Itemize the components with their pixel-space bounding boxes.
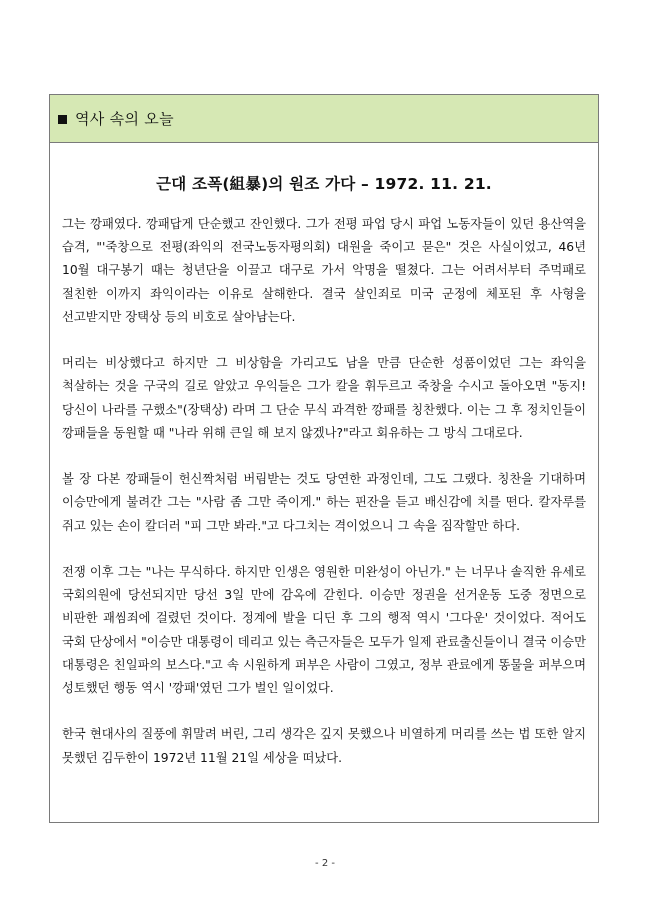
- section-label: 역사 속의 오늘: [75, 110, 174, 128]
- article-body: [50, 213, 598, 770]
- paragraph: 머리는 비상했다고 하지만 그 비상함을 가리고도 남을 만큼 단순한 성품이었던 그는 좌익을 척살하는 것을 구국의 길로 알았고 우익들은 그가 칼을 휘두르고 죽창을 수시고 돌아오면 "동지! 당신이 나라를 구했소"(장택상) 라며 그 단순 무식 과격한 깡패를 칭찬했다. 이는 그 후 정치인들이 깡패들을 동원할 때 "나라 위해 큰일 해 보지 않겠나?"라고 회유하는 그 방식 그대로다.: [62, 356, 586, 440]
- paragraph: 전쟁 이후 그는 "나는 무식하다. 하지만 인생은 영원한 미완성이 아닌가." 는 너무나 솔직한 유세로 국회의원에 당선되지만 당선 3일 만에 감옥에 갇힌다. 이승만 정권을 선거운동 도중 정면으로 비판한 괘씸죄에 걸렸던 것이다. 정계에 발을 디딘 후 그의 행적 역시 '그다운' 것이었다. 적어도 국회 단상에서 "이승만 대통령이 데리고 있는 측근자들은 모두가 일제 관료출신들이니 결국 이승만 대통령은 친일파의 보스다."고 속 시원하게 퍼부은 사람이 그였고, 정부 관료에게 똥물을 퍼부으며 성토했던 행동 역시 '깡패'였던 그가 벌인 일이었다.: [62, 565, 586, 696]
- square-bullet-icon: [58, 115, 67, 124]
- page-number: - 2 -: [315, 858, 335, 869]
- paragraph: 한국 현대사의 질풍에 휘말려 버린, 그리 생각은 깊지 못했으나 비열하게 머리를 쓰는 법 또한 알지 못했던 김두한이 1972년 11월 21일 세상을 떠났다.: [62, 727, 586, 765]
- section-header: [50, 95, 598, 143]
- paragraph: 그는 깡패였다. 깡패답게 단순했고 잔인했다. 그가 전평 파업 당시 파업 노동자들이 있던 용산역을 습격, "'죽창으로 전평(좌익의 전국노동자평의회) 대원을 죽이고 묻은" 것은 사실이었고, 46년 10월 대구봉기 때는 청년단을 이끌고 대구로 가서 악명을 떨쳤다. 그는 어려서부터 주먹패로 절친한 이까지 좌익이라는 이유로 살해한다. 결국 살인죄로 미국 군정에 체포된 후 사형을 선고받지만 장택상 등의 비호로 살아남는다.: [62, 217, 586, 324]
- paragraph: 볼 장 다본 깡패들이 헌신짝처럼 버림받는 것도 당연한 과정인데, 그도 그랬다. 칭찬을 기대하며 이승만에게 불려간 그는 "사람 좀 그만 죽이게." 하는 핀잔을 듣고 배신감에 치를 떤다. 칼자루를 쥐고 있는 손이 칼더러 "피 그만 봐라."고 다그치는 격이었으니 그 속을 짐작할만 하다.: [62, 472, 586, 533]
- article-box: [49, 94, 599, 823]
- article-title: 근대 조폭(組暴)의 원조 가다 – 1972. 11. 21.: [156, 175, 492, 193]
